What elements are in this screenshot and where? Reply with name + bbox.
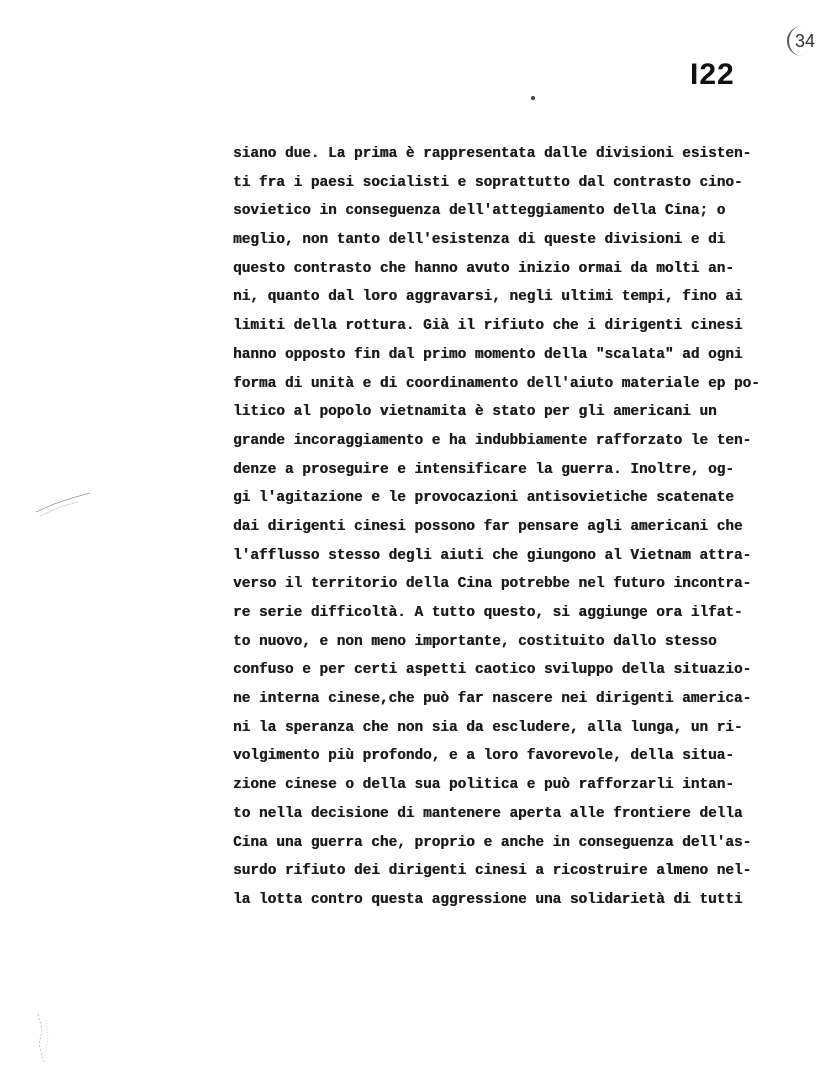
ink-speck [531, 96, 535, 100]
text-line: confuso e per certi aspetti caotico sviluppo della situazio- [233, 662, 752, 679]
text-line: ni la speranza che non sia da escludere, alla lunga, un ri- [233, 719, 743, 736]
text-line: dai dirigenti cinesi possono far pensare agli americani che [233, 518, 743, 535]
text-line: gi l'agitazione e le provocazioni antisovietiche scatenate [233, 490, 734, 507]
text-line: l'afflusso stesso degli aiuti che giungono al Vietnam attra- [233, 547, 752, 564]
text-line: forma di unità e di coordinamento dell'aiuto materiale ep po- [233, 375, 760, 392]
text-line: litico al popolo vietnamita è stato per gli americani un [233, 404, 717, 421]
text-line: verso il territorio della Cina potrebbe nel futuro incontra- [233, 576, 752, 593]
text-line: la lotta contro questa aggressione una solidarietà di tutti [233, 891, 743, 908]
body-text [233, 140, 833, 915]
text-line: denze a proseguire e intensificare la guerra. Inoltre, og- [233, 461, 734, 478]
text-line: hanno opposto fin dal primo momento della "scalata" ad ogni [233, 346, 743, 363]
text-line: ne interna cinese,che può far nascere nei dirigenti america- [233, 691, 752, 708]
archive-mark: I22 [690, 58, 735, 91]
text-line: limiti della rottura. Già il rifiuto che i dirigenti cinesi [233, 318, 743, 335]
text-line: grande incoraggiamento e ha indubbiamente rafforzato le ten- [233, 432, 752, 449]
text-line: volgimento più profondo, e a loro favorevole, della situa- [233, 748, 734, 765]
text-line: to nuovo, e non meno importante, costituito dallo stesso [233, 633, 717, 650]
text-line: sovietico in conseguenza dell'atteggiamento della Cina; o [233, 203, 726, 220]
text-line: re serie difficoltà. A tutto questo, si aggiunge ora ilfat- [233, 605, 743, 621]
text-line: meglio, non tanto dell'esistenza di queste divisioni e di [233, 232, 726, 249]
corner-scratch-mark [30, 1010, 60, 1070]
text-line: zione cinese o della sua politica e può rafforzarli intan- [233, 777, 734, 794]
text-line: siano due. La prima è rappresentata dalle divisioni esisten- [233, 146, 752, 162]
page-number: 34 [787, 26, 827, 56]
text-line: ti fra i paesi socialisti e soprattutto dal contrasto cino- [233, 174, 743, 191]
text-line: ni, quanto dal loro aggravarsi, negli ultimi tempi, fino ai [233, 289, 743, 306]
text-line: to nella decisione di mantenere aperta alle frontiere della [233, 805, 743, 822]
margin-scratch-mark [34, 490, 94, 520]
text-line: Cina una guerra che, proprio e anche in conseguenza dell'as- [233, 834, 752, 851]
text-line: questo contrasto che hanno avuto inizio ormai da molti an- [233, 260, 734, 277]
text-line: surdo rifiuto dei dirigenti cinesi a ricostruire almeno nel- [233, 863, 752, 880]
